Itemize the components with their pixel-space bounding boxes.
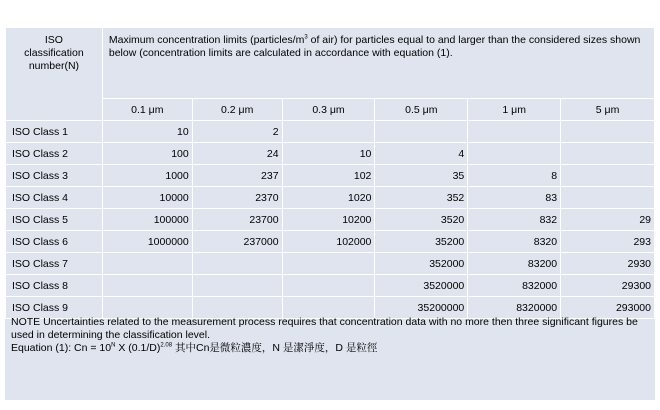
particle-size-row xyxy=(6,99,655,121)
equation-part1: Equation (1): Cn = 10 xyxy=(11,342,112,354)
concentration-cell: 35200000 xyxy=(375,297,468,319)
iso-class-label: ISO Class 9 xyxy=(6,297,103,319)
concentration-cell: 29 xyxy=(561,209,655,231)
concentration-cell: 2930 xyxy=(561,253,655,275)
equation-part2: X (0.1/D) xyxy=(115,342,161,354)
concentration-cell: 100000 xyxy=(102,209,192,231)
iso-class-label: ISO Class 6 xyxy=(6,231,103,253)
table-row xyxy=(6,143,655,165)
concentration-cell xyxy=(192,275,282,297)
table-row xyxy=(6,231,655,253)
iso-class-label: ISO Class 3 xyxy=(6,165,103,187)
concentration-cell xyxy=(561,143,655,165)
notes-section xyxy=(11,316,651,355)
concentration-cell xyxy=(561,165,655,187)
table-row xyxy=(6,275,655,297)
concentration-cell: 35 xyxy=(375,165,468,187)
iso-class-label: ISO Class 4 xyxy=(6,187,103,209)
concentration-cell: 10000 xyxy=(102,187,192,209)
table-header-row xyxy=(6,28,655,99)
iso-classification-header xyxy=(6,28,103,121)
concentration-cell: 1000 xyxy=(102,165,192,187)
particle-size-header: 5 μm xyxy=(561,99,655,121)
concentration-cell xyxy=(375,121,468,143)
concentration-cell: 237 xyxy=(192,165,282,187)
particle-size-header: 0.1 μm xyxy=(102,99,192,121)
concentration-cell: 10 xyxy=(282,143,375,165)
concentration-cell: 2 xyxy=(192,121,282,143)
concentration-cell: 3520 xyxy=(375,209,468,231)
concentration-cell xyxy=(561,121,655,143)
iso-class-label: ISO Class 2 xyxy=(6,143,103,165)
equation-part3: 其中Cn是微粒濃度，N 是潔淨度，D 是粒徑 xyxy=(172,342,378,354)
concentration-cell: 102 xyxy=(282,165,375,187)
desc-text-part1: Maximum concentration limits (particles/m xyxy=(108,34,305,46)
concentration-cell: 35200 xyxy=(375,231,468,253)
concentration-cell xyxy=(468,121,561,143)
table-row xyxy=(6,209,655,231)
concentration-cell: 352 xyxy=(375,187,468,209)
concentration-cell xyxy=(282,275,375,297)
iso-header-line2: classification xyxy=(24,47,84,59)
iso-header-line3: number(N) xyxy=(28,60,80,72)
particle-size-header: 0.3 μm xyxy=(282,99,375,121)
concentration-cell: 832 xyxy=(468,209,561,231)
concentration-cell: 24 xyxy=(192,143,282,165)
concentration-cell xyxy=(282,253,375,275)
particle-size-header: 1 μm xyxy=(468,99,561,121)
concentration-cell xyxy=(192,253,282,275)
table-row xyxy=(6,187,655,209)
iso-class-label: ISO Class 8 xyxy=(6,275,103,297)
equation-line xyxy=(11,342,651,355)
table-row xyxy=(6,121,655,143)
concentration-cell: 83200 xyxy=(468,253,561,275)
iso-class-label: ISO Class 5 xyxy=(6,209,103,231)
iso-class-label: ISO Class 7 xyxy=(6,253,103,275)
concentration-cell xyxy=(102,275,192,297)
table-row xyxy=(6,165,655,187)
concentration-cell: 1000000 xyxy=(102,231,192,253)
concentration-cell: 8320000 xyxy=(468,297,561,319)
equation-exponent-n: N xyxy=(111,342,116,349)
concentration-cell: 8 xyxy=(468,165,561,187)
iso-classification-table xyxy=(5,27,655,319)
concentration-cell: 293 xyxy=(561,231,655,253)
equation-exponent: 2.08 xyxy=(160,342,173,349)
iso-class-label: ISO Class 1 xyxy=(6,121,103,143)
concentration-cell: 832000 xyxy=(468,275,561,297)
table-row xyxy=(6,253,655,275)
concentration-cell: 237000 xyxy=(192,231,282,253)
note-text: NOTE Uncertainties related to the measurement process requires that concentration data with no more then three significant figures be used in determining the classification level. xyxy=(11,316,638,341)
concentration-cell: 10200 xyxy=(282,209,375,231)
concentration-cell: 10 xyxy=(102,121,192,143)
particle-size-header: 0.5 μm xyxy=(375,99,468,121)
desc-text-part2: of air) for particles equal to and larger than the considered sizes shown below (concentration limits are calculated in accordance with equation (1). xyxy=(108,34,641,59)
concentration-cell: 2370 xyxy=(192,187,282,209)
concentration-cell: 29300 xyxy=(561,275,655,297)
concentration-cell: 1020 xyxy=(282,187,375,209)
concentration-cell: 100 xyxy=(102,143,192,165)
iso-header-line1: ISO xyxy=(44,34,63,46)
concentration-limits-header xyxy=(102,28,654,99)
particle-size-header: 0.2 μm xyxy=(192,99,282,121)
concentration-cell xyxy=(561,187,655,209)
concentration-cell: 3520000 xyxy=(375,275,468,297)
concentration-cell xyxy=(102,253,192,275)
iso-classification-panel xyxy=(5,27,655,400)
concentration-cell: 83 xyxy=(468,187,561,209)
concentration-cell xyxy=(468,143,561,165)
concentration-cell: 4 xyxy=(375,143,468,165)
desc-superscript: 3 xyxy=(304,34,308,41)
concentration-cell: 23700 xyxy=(192,209,282,231)
concentration-cell: 8320 xyxy=(468,231,561,253)
concentration-cell: 293000 xyxy=(561,297,655,319)
concentration-cell: 102000 xyxy=(282,231,375,253)
concentration-cell xyxy=(282,121,375,143)
concentration-cell: 352000 xyxy=(375,253,468,275)
